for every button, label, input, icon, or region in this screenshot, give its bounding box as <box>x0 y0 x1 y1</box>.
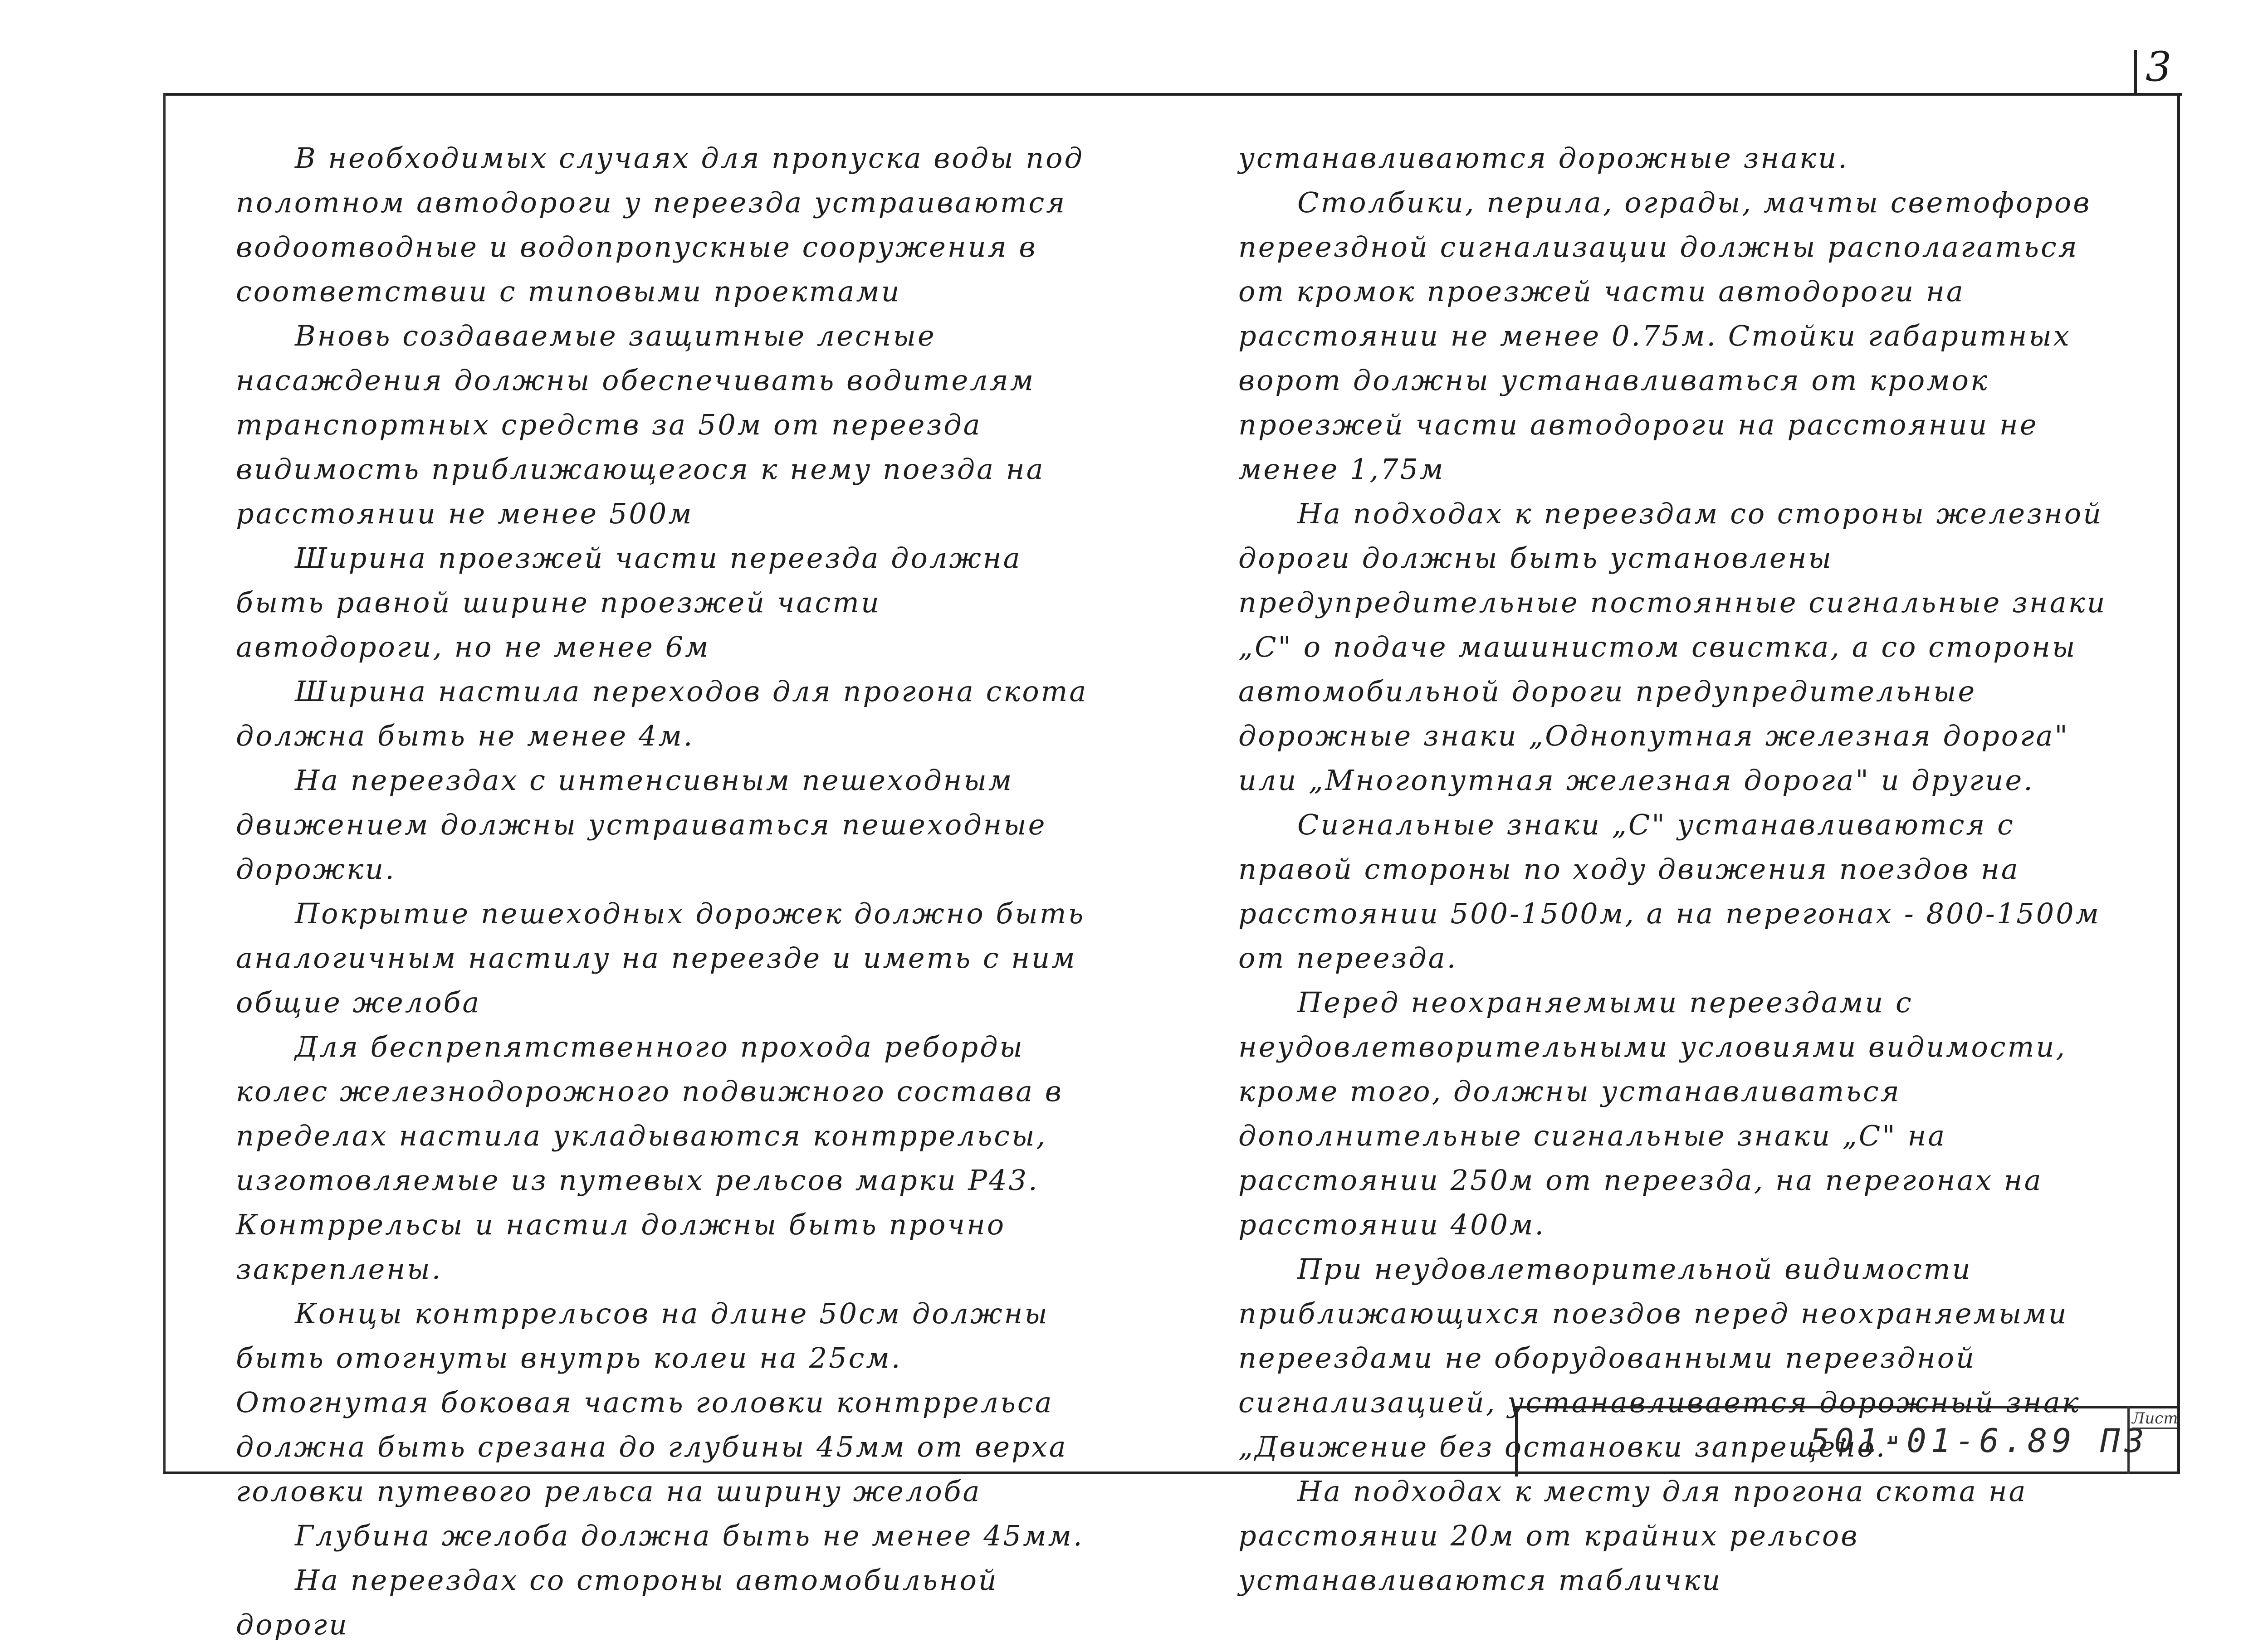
left-text-column <box>236 136 1098 1647</box>
paragraph: На подходах к месту для прогона скота на расстоянии 20м от крайних рельсов устанавливаются таблички <box>1238 1475 2028 1597</box>
paragraph: На подходах к переездам со стороны железной дороги должны быть установлены предупредительные постоянные сигнальные знаки „С" о подаче машинистом свистка, а со стороны автомобильной дороги предупредительные дорожные знаки „Однопутная железная дорога" или „Многопутная железная дорога" и другие. <box>1238 497 2107 797</box>
frame-top-border <box>163 93 2182 96</box>
paragraph: Сигнальные знаки „С" устанавливаются с правой стороны по ходу движения поездов на расстоянии 500-1500м, а на перегонах - 800-1500м от переезда. <box>1238 808 2101 975</box>
paragraph: Для беспрепятственного прохода реборды колес железнодорожного подвижного состава в пределах настила укладываются контррельсы, изготовляемые из путевых рельсов марки Р43. Контррельсы и настил должны быть прочно закреплены. <box>236 1030 1063 1286</box>
page-number-tick <box>2134 50 2137 95</box>
sheet-label: Лист <box>2132 1409 2178 1429</box>
paragraph: Перед неохраняемыми переездами с неудовлетворительными условиями видимости, кроме того, должны устанавливаться дополнительные сигнальные знаки „С" на расстоянии 250м от переезда, на перегонах на расстоянии 400м. <box>1238 986 2067 1241</box>
document-code: 501-01-6.89 ПЗ <box>1810 1422 2149 1460</box>
paragraph: Столбики, перила, ограды, мачты светофоров переездной сигнализации должны располагаться от кромок проезжей части автодороги на расстоянии не менее 0.75м. Стойки габаритных ворот должны устанавливаться от кромок проезжей части автодороги на расстоянии не менее 1,75м <box>1238 186 2092 486</box>
frame-right-border <box>2177 93 2180 1474</box>
paragraph: Покрытие пешеходных дорожек должно быть аналогичным настилу на переезде и иметь с ним общие желоба <box>236 897 1085 1019</box>
paragraph: Концы контррельсов на длине 50см должны быть отогнуты внутрь колеи на 25см. Отогнутая боковая часть головки контррельса должна быть срезана до глубины 45мм от верха головки путевого рельса на ширину желоба <box>236 1297 1068 1508</box>
paragraph: Вновь создаваемые защитные лесные насаждения должны обеспечивать водителям транспортных средств за 50м от переезда видимость приближающегося к нему поезда на расстоянии не менее 500м <box>236 319 1045 530</box>
paragraph: Ширина настила переходов для прогона скота должна быть не менее 4м. <box>236 675 1088 752</box>
paragraph-continuation: устанавливаются дорожные знаки. <box>1238 141 1849 175</box>
paragraph: На переездах с интенсивным пешеходным движением должны устраиваться пешеходные дорожки. <box>236 764 1047 886</box>
paragraph: В необходимых случаях для пропуска воды под полотном автодороги у переезда устраиваются водоотводные и водопропускные сооружения в соответствии с типовыми проектами <box>236 141 1084 308</box>
right-text-column <box>1238 136 2123 1603</box>
paragraph: Ширина проезжей части переезда должна быть равной ширине проезжей части автодороги, но не менее 6м <box>236 541 1022 663</box>
frame-left-border <box>163 93 166 1474</box>
paragraph: На переездах со стороны автомобильной дороги <box>236 1564 998 1641</box>
paragraph: При неудовлетворительной видимости приближающихся поездов перед неохраняемыми переездами не оборудованными переездной сигнализацией, устанавливается дорожный знак „Движение без остановки запрещено." <box>1238 1252 2081 1463</box>
paragraph: Глубина желоба должна быть не менее 45мм. <box>295 1519 1084 1552</box>
page-number: 3 <box>2146 43 2172 91</box>
